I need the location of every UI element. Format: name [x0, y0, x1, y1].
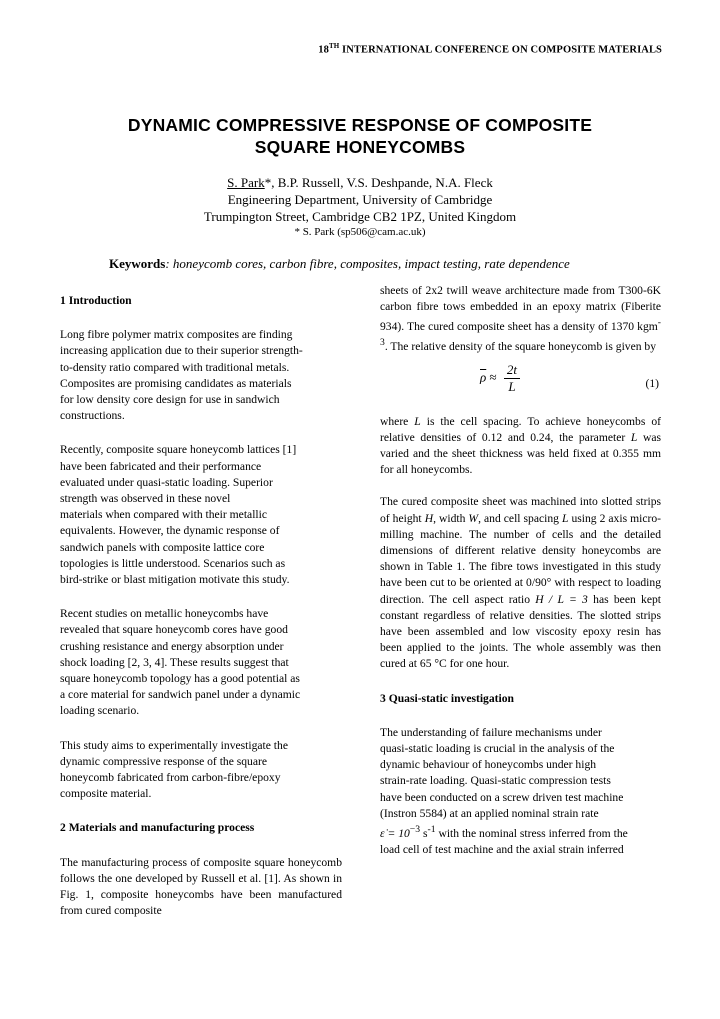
approx-symbol: ≈ — [489, 369, 497, 385]
text-line: The understanding of failure mechanisms under — [380, 725, 602, 739]
keywords-text: : honeycomb cores, carbon fibre, composites, impact testing, rate dependence — [165, 256, 570, 271]
intro-paragraph-4 — [60, 738, 342, 803]
running-head-superscript: TH — [329, 42, 340, 50]
title-line-1: DYNAMIC COMPRESSIVE RESPONSE OF COMPOSITE — [127, 115, 593, 135]
author-list — [0, 174, 720, 191]
text-line: increasing application due to their superior strength- — [60, 344, 303, 358]
materials-paragraph-1: The manufacturing process of composite square honeycomb follows the one developed by Russell et al. [1]. As shown in Fig. 1, composite honeycombs have been manufactured from cured composite — [60, 855, 342, 918]
running-head-text: INTERNATIONAL CONFERENCE ON COMPOSITE MATERIALS — [339, 44, 662, 56]
text-line: Long fibre polymer matrix composites are finding — [60, 328, 293, 342]
density-exponent: -3 — [380, 317, 661, 349]
text-line: topologies is little understood. Scenarios such as — [60, 556, 286, 570]
variable-W: W — [468, 511, 479, 525]
keywords-label: Keywords — [109, 256, 166, 271]
strain-rate-expression: ε̇ = 10 — [380, 826, 410, 840]
text-line: dynamic behaviour of honeycombs under high — [380, 758, 597, 772]
corresponding-author[interactable]: S. Park — [227, 175, 265, 190]
fraction-denominator: L — [508, 378, 516, 394]
text-line: strength was observed in these novel — [60, 492, 231, 506]
text-span: . The relative density of the square honeycomb is given by — [384, 340, 657, 354]
text-line: strain-rate loading. Quasi-static compression tests — [380, 774, 611, 788]
text-line: dynamic compressive response of the square — [60, 754, 268, 768]
author-mark: * — [264, 175, 272, 190]
text-line: This study aims to experimentally investigate the — [60, 738, 288, 752]
text-line: shock loading [2, 3, 4]. These results suggest that — [60, 655, 289, 669]
section-heading-quasi-static: 3 Quasi-static investigation — [380, 691, 514, 705]
keywords — [109, 256, 570, 272]
text-line: a core material for sandwich panel under a dynamic — [60, 688, 301, 702]
equation-formula — [480, 362, 520, 395]
text-line: sandwich panels with composite lattice core — [60, 540, 265, 554]
strain-rate-unit: s — [420, 826, 428, 840]
text-line: for low density core design for use in sandwich — [60, 393, 280, 407]
text-line: Recently, composite square honeycomb lattices [1] — [60, 443, 297, 457]
text-line: evaluated under quasi-static loading. Superior — [60, 475, 273, 489]
text-line: square honeycomb topology has a good potential as — [60, 672, 300, 686]
text-span: using 2 axis micro-milling machine. The number of cells and the detailed dimensions of different relative density honeycombs are shown in Table 1. The fibre tows investigated in this study have been cut to be oriented at 0/90° with respect to loading direction. The cell aspect ratio — [380, 511, 662, 606]
affiliation-line-1: Engineering Department, University of Cambridge — [227, 192, 493, 207]
variable-L: L — [414, 414, 421, 428]
equation-fraction — [504, 362, 520, 395]
aspect-ratio-expression: H / L = 3 — [535, 592, 588, 606]
fraction-numerator: 2t — [504, 362, 520, 379]
equation-1 — [380, 362, 661, 410]
quasi-static-paragraph — [380, 725, 661, 858]
materials-paragraph-4 — [380, 494, 661, 672]
text-line: Composites are promising candidates as materials — [60, 376, 292, 390]
text-span: sheets of 2x2 twill weave architecture made from T300-6K carbon fibre tows embedded in an epoxy matrix (Fiberite 934). The cured composite sheet has a density of 1370 kgm — [380, 284, 661, 334]
section-heading-introduction: 1 Introduction — [60, 294, 132, 307]
right-column — [380, 283, 661, 858]
materials-paragraph-3 — [380, 414, 661, 479]
running-head-number: 18 — [318, 44, 329, 56]
text-line: load cell of test machine and the axial strain inferred — [380, 843, 624, 857]
relative-density-symbol: $\overline{\rho}$ — [480, 369, 487, 385]
title-line-2: SQUARE HONEYCOMBS — [254, 137, 466, 157]
text-line: constructions. — [60, 409, 125, 423]
variable-L: L — [630, 430, 638, 444]
co-authors: , B.P. Russell, V.S. Deshpande, N.A. Fleck — [271, 175, 493, 190]
author-email: * S. Park (sp506@cam.ac.uk) — [294, 226, 426, 238]
text-line: Recent studies on metallic honeycombs have — [60, 607, 269, 621]
strain-rate-exponent: −3 — [409, 824, 421, 835]
text-span: is the cell spacing. To achieve honeycombs of relative densities of 0.12 and 0.24, the parameter — [380, 414, 661, 444]
affiliation-line-2: Trumpington Street, Cambridge CB2 1PZ, United Kingdom — [203, 209, 517, 224]
text-line: equivalents. However, the dynamic response of — [60, 524, 280, 538]
variable-L: L — [561, 511, 569, 525]
variable-H: H — [424, 511, 434, 525]
strain-rate-line — [380, 822, 661, 842]
text-span: was varied and the sheet thickness was held fixed at 0.355 mm for all honeycombs. — [380, 430, 661, 477]
text-span: , and cell spacing — [478, 511, 562, 525]
text-line: quasi-static loading is crucial in the analysis of the — [380, 741, 615, 755]
section-heading-materials: 2 Materials and manufacturing process — [60, 821, 255, 835]
running-head — [318, 42, 662, 56]
intro-paragraph-1 — [60, 327, 342, 424]
text-line: composite material. — [60, 787, 152, 801]
text-span: The cured composite sheet was machined into slotted strips of height — [380, 495, 661, 525]
equation-number: (1) — [645, 376, 659, 390]
text-line: crushing resistance and energy absorption under — [60, 639, 284, 653]
text-line: materials when compared with their metallic — [60, 508, 268, 522]
text-span: , width — [433, 511, 469, 525]
intro-paragraph-2 — [60, 442, 342, 588]
unit-exponent: -1 — [427, 824, 436, 835]
materials-paragraph-2 — [380, 283, 661, 356]
paper-title — [0, 114, 720, 158]
text-line: have been fabricated and their performance — [60, 459, 262, 473]
left-column — [60, 293, 342, 920]
text-line: (Instron 5584) at an applied nominal strain rate — [380, 806, 599, 820]
text-line: bird-strike or blast mitigation motivate this study. — [60, 573, 290, 587]
text-line: to-density ratio compared with traditional metals. — [60, 360, 290, 374]
text-line: revealed that square honeycomb cores have good — [60, 623, 288, 637]
intro-paragraph-3 — [60, 606, 342, 719]
text-line: loading scenario. — [60, 704, 140, 718]
text-span: has been kept constant regardless of relative densities. The slotted strips have been assembled and low viscosity epoxy resin has been applied to the joints. The whole assembly was then cured at 65 °C for one hour. — [380, 592, 662, 671]
text-span: with the nominal stress inferred from the — [435, 826, 628, 840]
text-line: honeycomb fabricated from carbon-fibre/epoxy — [60, 771, 281, 785]
text-span: where — [380, 414, 415, 428]
text-line: have been conducted on a screw driven test machine — [380, 790, 624, 804]
